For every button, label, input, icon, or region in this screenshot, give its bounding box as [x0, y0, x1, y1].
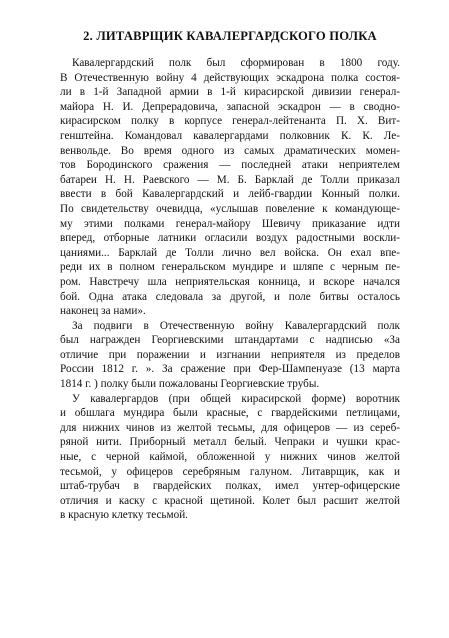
text-line: ли в 1-й Западной армии в 1-й кирасирской дивизии генерал-	[60, 86, 400, 99]
page-content	[60, 28, 400, 523]
text-line: кирасирском полку в корпусе генерал-лейтенанта П. Х. Вит-	[60, 115, 400, 128]
text-line: тесьмой, у офицеров серебряным галуном. Литаврщик, как и	[60, 465, 400, 478]
paragraph	[60, 319, 400, 392]
text-line: для нижних чинов из желтой тесьмы, для офицеров — из сереб-	[60, 421, 400, 434]
text-line: отличие при поражении и изгнании неприятеля из пределов	[60, 348, 400, 361]
text-line: наконец за нами».	[60, 305, 146, 318]
text-line: штаб-трубач в гвардейских полках, имел унтер-офицерские	[60, 480, 400, 493]
text-line: По свидетельству очевидца, «услышав повеление к командующе-	[60, 202, 400, 215]
text-line: цаниями... Барклай де Толли лично вел войска. Он ехал впе-	[60, 246, 400, 259]
text-line: ввести в бой Кавалергардский и лейб-гвардии Конный полки.	[60, 188, 400, 201]
text-line: тов Бородинского сражения — последней атаки неприятелем	[60, 159, 400, 172]
text-line: реди их в полном генеральском мундире и шляпе с черным пе-	[60, 261, 400, 274]
text-line: венвольде. Во время одного из самых драматических момен-	[60, 144, 400, 157]
paragraph	[60, 392, 400, 523]
body-text	[60, 56, 400, 523]
text-line: России 1812 г. ». За сражение при Фер-Шампенуазе (13 марта	[60, 363, 400, 376]
text-line: У кавалергардов (при общей кирасирской форме) воротник	[72, 392, 400, 405]
text-line: 1814 г. ) полку были пожалованы Георгиевские трубы.	[60, 378, 320, 391]
text-line: вперед, отборные латники огласили воздух радостными воскли-	[60, 232, 400, 245]
chapter-heading: 2. ЛИТАВРЩИК КАВАЛЕРГАРДСКОГО ПОЛКА	[83, 29, 377, 43]
text-line: Кавалергардский полк был сформирован в 1800 году.	[72, 57, 400, 69]
text-line: бой. Одна атака следовала за другой, и поле битвы осталось	[60, 290, 400, 303]
paragraph	[60, 56, 400, 319]
text-line: в красную клетку тесьмой.	[60, 509, 188, 522]
text-line: отличия и каску с красной щетиной. Колет был расшит желтой	[60, 494, 400, 507]
text-line: му этими полками генерал-майору Шевичу приказание идти	[60, 217, 400, 230]
text-line: и обшлага мундира были красные, с гвардейскими петлицами,	[60, 407, 400, 420]
text-line: В Отечественную войну 4 действующих эскадрона полка состоя-	[60, 71, 400, 84]
text-line: ные, с черной каймой, обложенной у нижних чинов желтой	[60, 451, 400, 464]
text-line: батареи Н. Н. Раевского — М. Б. Барклай де Толли приказал	[60, 173, 400, 186]
text-line: ряной нити. Приборный металл белый. Чепраки и чушки крас-	[60, 436, 400, 449]
text-line: был награжден Георгиевскими штандартами с надписью «За	[60, 334, 400, 347]
text-line: ром. Навстречу шла неприятельская конница, и вскоре начался	[60, 275, 400, 288]
text-line: За подвиги в Отечественную войну Кавалергардский полк	[72, 319, 400, 332]
text-line: генштейна. Командовал кавалергардами полковник К. К. Ле-	[60, 129, 400, 142]
text-line: майора Н. И. Депрерадовича, запасной эскадрон — в сводно-	[60, 100, 400, 113]
